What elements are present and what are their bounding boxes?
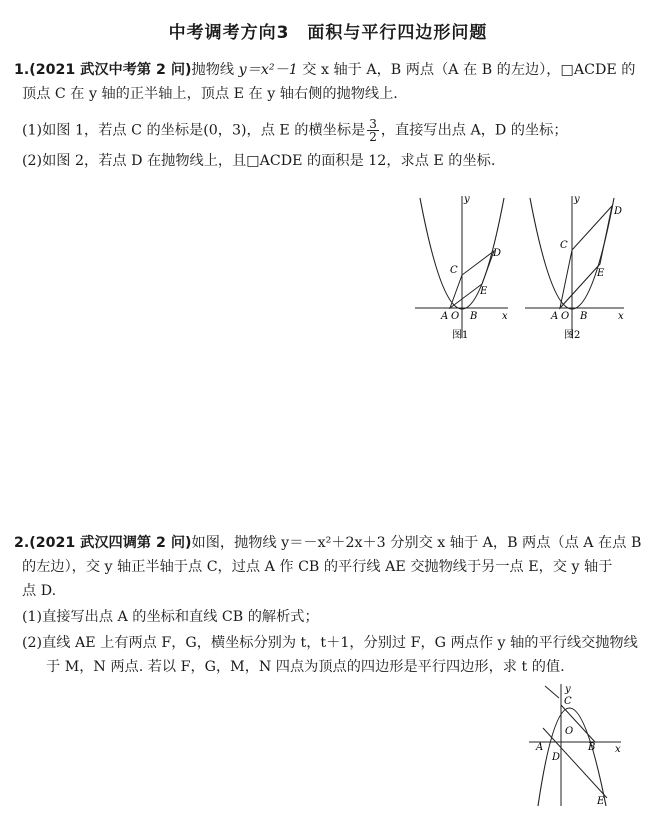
- fraction-3-2: [367, 118, 379, 143]
- fig1-label-e: E: [480, 286, 488, 297]
- fig2-label-e: E: [597, 268, 605, 279]
- q1-number: 1.: [14, 62, 30, 78]
- q1-part-2: (2)如图 2，若点 D 在抛物线上，且□ACDE 的面积是 12，求点 E 的坐标.: [22, 153, 496, 169]
- fig3-label-y: y: [565, 684, 571, 695]
- fig2-label-c: C: [560, 240, 568, 251]
- q2-line-2: 的左边），交 y 轴正半轴于点 C，过点 A 作 CB 的平行线 AE 交抛物线于另一点 E，交 y 轴于: [22, 559, 613, 575]
- q2-part-2: (2)直线 AE 上有两点 F，G，横坐标分别为 t，t＋1，分别过 F，G 两点作 y 轴的平行线交抛物线: [22, 635, 638, 651]
- fig1-label-y: y: [464, 194, 470, 205]
- fraction-denominator: 2: [369, 130, 377, 144]
- fig2-parallelogram: [560, 206, 612, 308]
- fig3-label-c: C: [564, 696, 572, 707]
- fig2-caption: 图2: [564, 330, 581, 341]
- fig3-line-ext: [545, 686, 559, 698]
- q1-part-1: [22, 118, 568, 143]
- fraction-numerator: 3: [369, 117, 377, 131]
- fig3-label-a: A: [536, 742, 544, 753]
- q2-part-1: (1)直接写出点 A 的坐标和直线 CB 的解析式；: [22, 609, 319, 625]
- fig1-label-o: O: [451, 311, 460, 322]
- fig3-label-e: E: [597, 796, 605, 807]
- figure-1: [410, 188, 515, 343]
- q1-source: (2021 武汉中考第 2 问): [29, 62, 192, 78]
- fig3-label-b: B: [588, 742, 596, 753]
- fig1-label-x: x: [502, 311, 508, 322]
- q2-line-1: [14, 533, 641, 553]
- fig1-parallelogram: [450, 251, 494, 308]
- q1-text-c: 交 x 轴于 A，B 两点（A 在 B 的左边），□ACDE 的: [297, 62, 636, 78]
- fig2-label-a: A: [551, 311, 559, 322]
- figure-2: [520, 188, 632, 343]
- q1-line-2: 顶点 C 在 y 轴的正半轴上，顶点 E 在 y 轴右侧的抛物线上.: [22, 86, 398, 102]
- fig1-caption: 图1: [452, 330, 469, 341]
- fig3-label-o: O: [565, 726, 574, 737]
- q1-part-1-text: (1)如图 1，若点 C 的坐标是(0，3)，点 E 的横坐标是: [22, 122, 366, 139]
- q2-line-3: 点 D.: [22, 583, 57, 599]
- q1-text-a: 抛物线: [191, 62, 239, 78]
- page-title: 中考调考方向3 面积与平行四边形问题: [168, 23, 488, 43]
- fig2-diagonal: [560, 264, 600, 308]
- fig2-label-y: y: [574, 194, 580, 205]
- q2-number: 2.: [14, 535, 30, 551]
- fig1-label-a: A: [441, 311, 449, 322]
- fig3-label-d: D: [552, 752, 561, 763]
- fig2-label-o: O: [561, 311, 570, 322]
- q1-line-1: [14, 60, 635, 80]
- q2-source: (2021 武汉四调第 2 问): [29, 535, 192, 551]
- fig2-label-b: B: [580, 311, 588, 322]
- q2-text-1: 如图，抛物线 y＝－x²＋2x＋3 分别交 x 轴于 A，B 两点（点 A 在点 B: [191, 535, 642, 551]
- fig1-label-b: B: [470, 311, 478, 322]
- fig1-label-d: D: [493, 248, 502, 259]
- fig3-parabola: [538, 708, 606, 806]
- figure-3: [525, 680, 627, 810]
- fig2-label-x: x: [618, 311, 624, 322]
- q1-equation: y＝x²－1: [238, 62, 298, 78]
- fig3-label-x: x: [615, 744, 621, 755]
- fig1-label-c: C: [450, 265, 458, 276]
- fig2-label-d: D: [614, 206, 623, 217]
- q2-part-2-cont: 于 M，N 两点. 若以 F，G，M，N 四点为顶点的四边形是平行四边形，求 t 的值.: [46, 659, 565, 675]
- q1-part-1-text-b: ，直接写出点 A，D 的坐标；: [380, 122, 568, 139]
- fig3-line-ae: [543, 728, 607, 798]
